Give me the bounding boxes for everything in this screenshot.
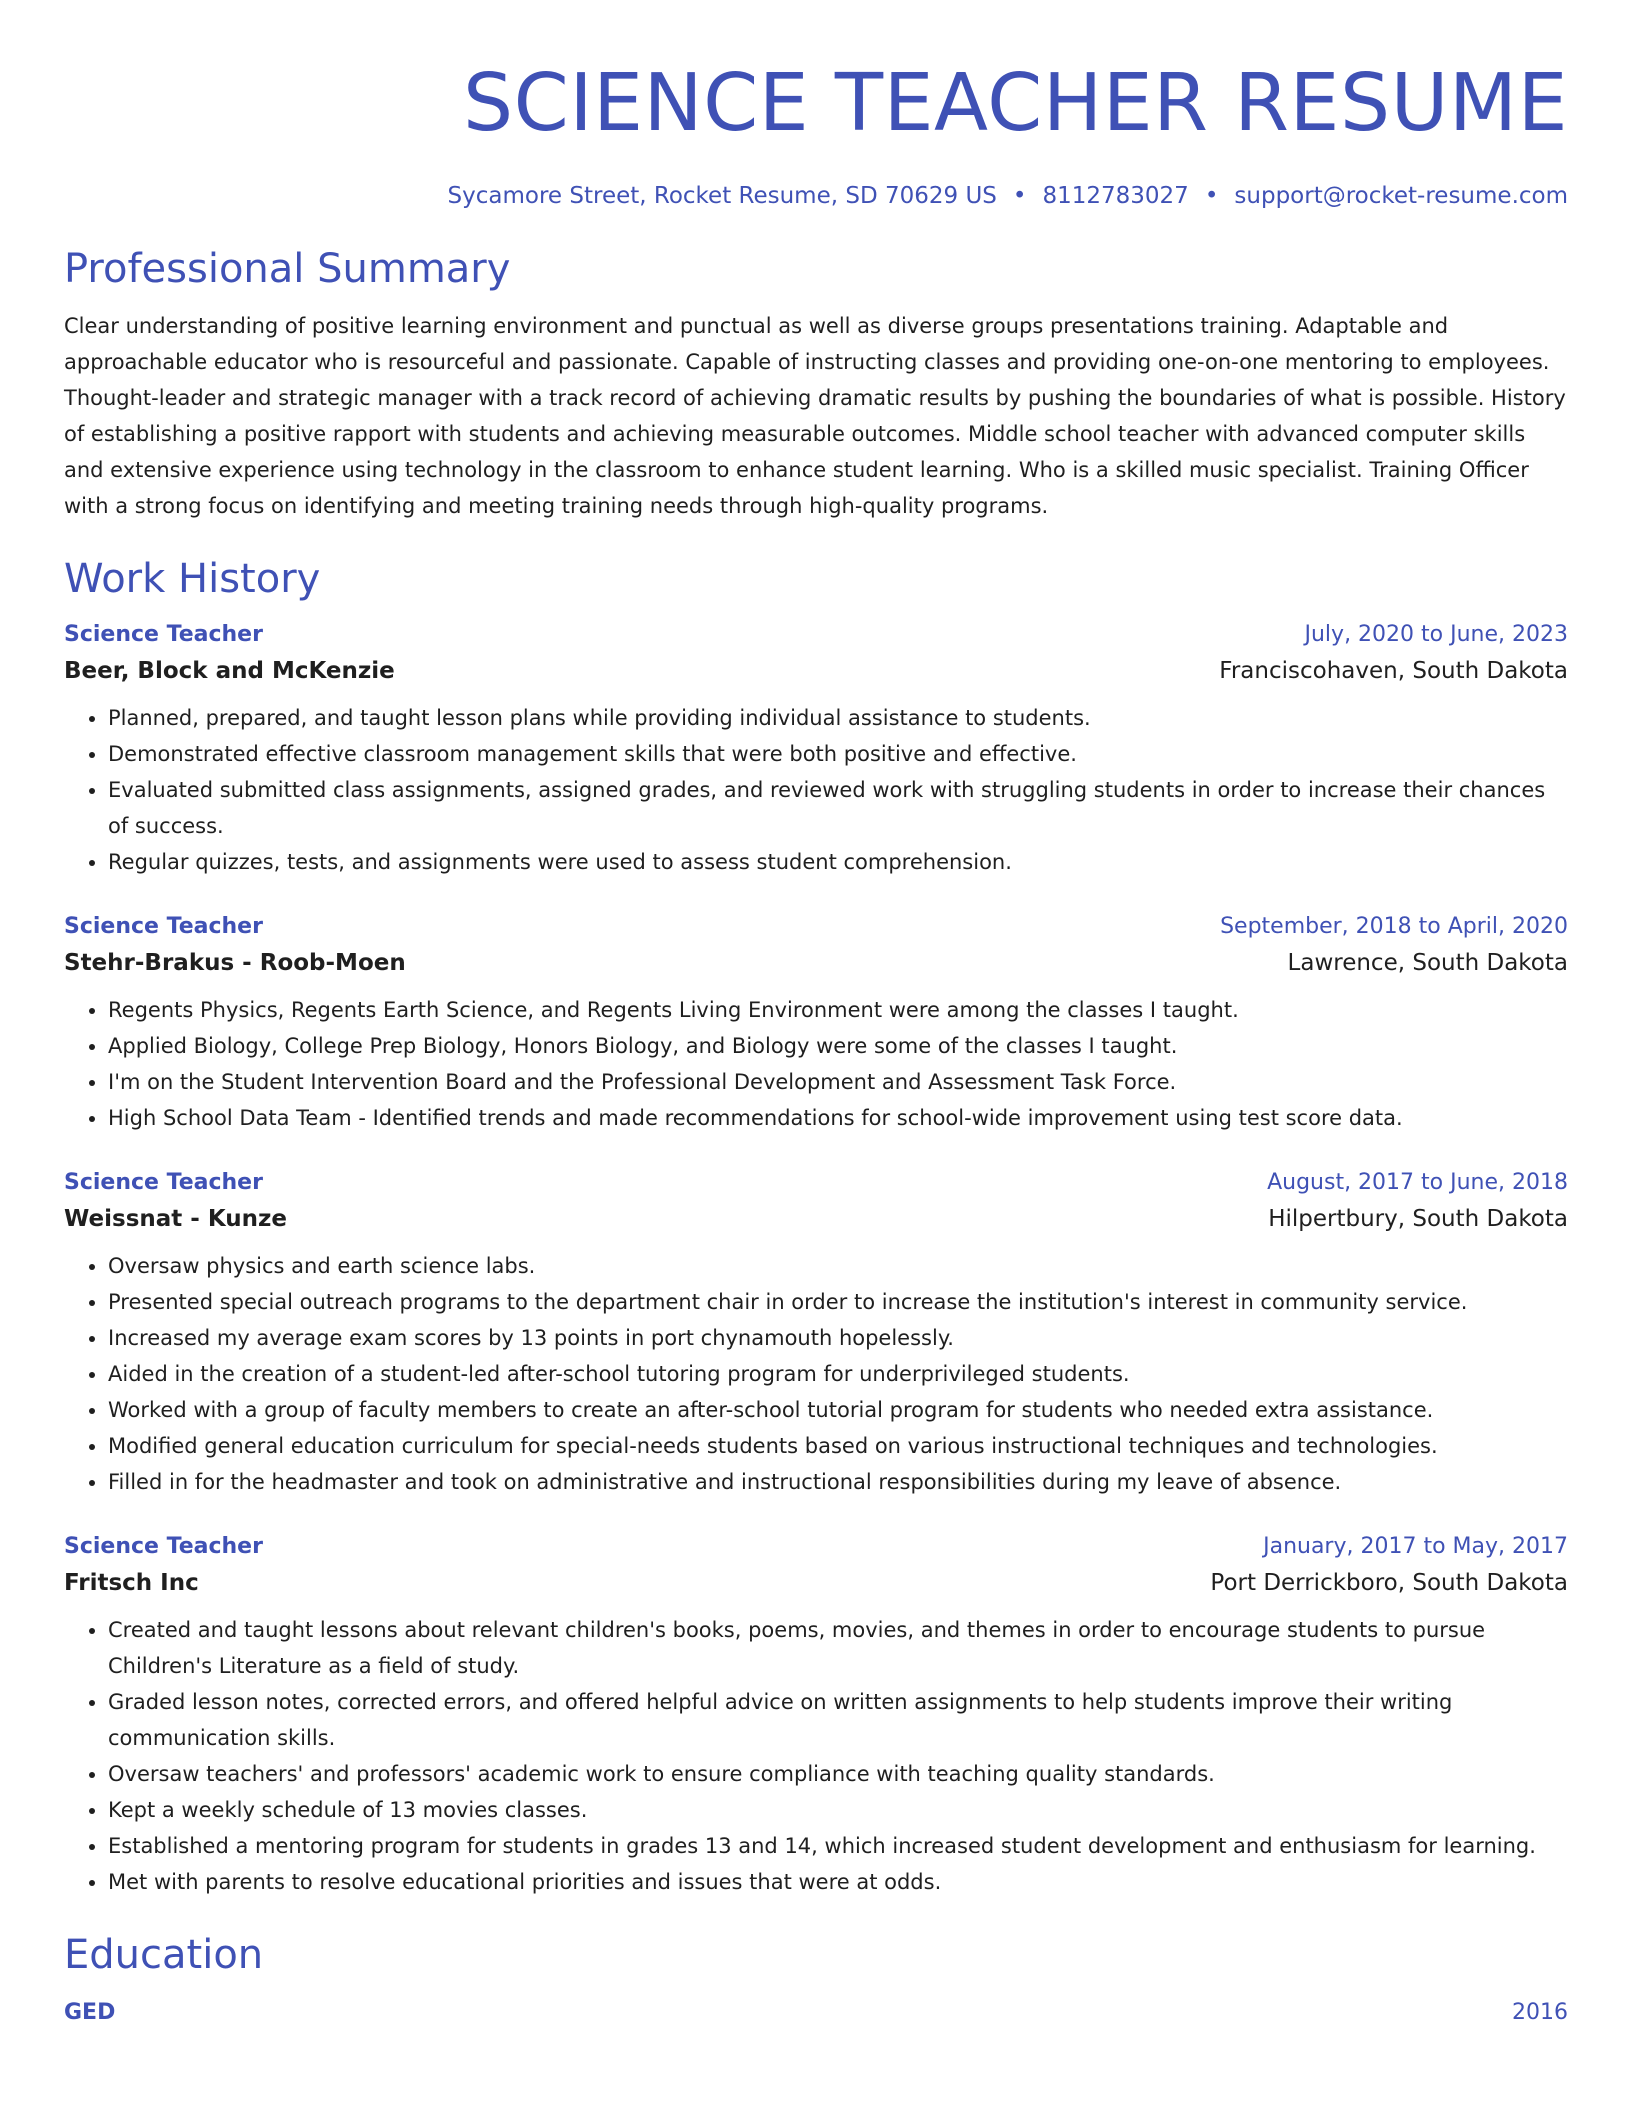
job-bullet: • Kept a weekly schedule of 13 movies classes. xyxy=(108,1792,1568,1828)
job-bullets xyxy=(64,700,1568,880)
job-bullet: • Regular quizzes, tests, and assignments were used to assess student comprehension. xyxy=(108,844,1568,880)
job-bullet: • Applied Biology, College Prep Biology, Honors Biology, and Biology were some of the classes I taught. xyxy=(108,1028,1568,1064)
job-company: Fritsch Inc xyxy=(64,1570,199,1596)
job-bullet: • Oversaw teachers' and professors' academic work to ensure compliance with teaching quality standards. xyxy=(108,1756,1568,1792)
resume-title: SCIENCE TEACHER RESUME xyxy=(463,57,1568,149)
contact-email: support@rocket-resume.com xyxy=(1234,183,1568,209)
job-bullets xyxy=(64,1248,1568,1500)
job-location: Port Derrickboro, South Dakota xyxy=(1210,1570,1568,1596)
job-company-row xyxy=(64,1200,1568,1238)
job-bullet: • Presented special outreach programs to the department chair in order to increase the institution's interest in community service. xyxy=(108,1284,1568,1320)
job-title-row xyxy=(64,618,1568,652)
job-bullet: • Filled in for the headmaster and took on administrative and instructional responsibilities during my leave of absence. xyxy=(108,1464,1568,1500)
job-bullet: • Planned, prepared, and taught lesson plans while providing individual assistance to students. xyxy=(108,700,1568,736)
job-bullets xyxy=(64,992,1568,1136)
job-dates: January, 2017 to May, 2017 xyxy=(1263,1534,1568,1559)
contact-separator: • xyxy=(1204,183,1219,209)
job-bullets xyxy=(64,1612,1568,1900)
education-degree: GED xyxy=(64,2000,116,2025)
job-bullet: • Aided in the creation of a student-led after-school tutoring program for underprivileged students. xyxy=(108,1356,1568,1392)
job-company-row xyxy=(64,944,1568,982)
job-company: Weissnat - Kunze xyxy=(64,1206,288,1232)
job-dates: September, 2018 to April, 2020 xyxy=(1220,914,1568,939)
education-heading: Education xyxy=(64,1932,264,1978)
job-title: Science Teacher xyxy=(64,914,263,939)
summary-heading: Professional Summary xyxy=(64,246,511,292)
job-location: Franciscohaven, South Dakota xyxy=(1219,658,1568,684)
job-company: Stehr-Brakus - Roob-Moen xyxy=(64,950,406,976)
education-year: 2016 xyxy=(1512,2000,1568,2025)
job-company-row xyxy=(64,652,1568,690)
job-entry xyxy=(64,910,1568,1136)
job-bullet: • High School Data Team - Identified trends and made recommendations for school-wide improvement using test score data. xyxy=(108,1100,1568,1136)
contact-line xyxy=(64,180,1568,212)
job-bullet: • Graded lesson notes, corrected errors, and offered helpful advice on written assignments to help students improve their writing communication skills. xyxy=(108,1684,1568,1756)
job-bullet: • Regents Physics, Regents Earth Science, and Regents Living Environment were among the classes I taught. xyxy=(108,992,1568,1028)
job-bullet: • Oversaw physics and earth science labs. xyxy=(108,1248,1568,1284)
education-entry xyxy=(64,1996,1568,2030)
job-bullet: • Modified general education curriculum for special-needs students based on various instructional techniques and technologies. xyxy=(108,1428,1568,1464)
job-bullet: • Increased my average exam scores by 13 points in port chynamouth hopelessly. xyxy=(108,1320,1568,1356)
job-bullet: • Worked with a group of faculty members to create an after-school tutorial program for students who needed extra assistance. xyxy=(108,1392,1568,1428)
job-title-row xyxy=(64,910,1568,944)
summary-text: Clear understanding of positive learning environment and punctual as well as diverse groups presentations training. Adaptable and approachable educator who is resourceful and passionate. Capable of instructing classes and providing one-on-one mentoring to employees. Thought-leader and strategic manager with a track record of achieving dramatic results by pushing the boundaries of what is possible. History of establishing a positive rapport with students and achieving measurable outcomes. Middle school teacher with advanced computer skills and extensive experience using technology in the classroom to enhance student learning. Who is a skilled music specialist. Training Officer with a strong focus on identifying and meeting training needs through high-quality programs. xyxy=(64,314,1566,518)
job-bullet: • Evaluated submitted class assignments, assigned grades, and reviewed work with struggling students in order to increase their chances of success. xyxy=(108,772,1568,844)
job-company: Beer, Block and McKenzie xyxy=(64,658,395,684)
job-title-row xyxy=(64,1166,1568,1200)
contact-phone: 8112783027 xyxy=(1042,183,1189,209)
job-location: Hilpertbury, South Dakota xyxy=(1268,1206,1568,1232)
job-bullet: • Demonstrated effective classroom management skills that were both positive and effective. xyxy=(108,736,1568,772)
job-dates: July, 2020 to June, 2023 xyxy=(1304,622,1568,647)
job-title: Science Teacher xyxy=(64,1534,263,1559)
job-dates: August, 2017 to June, 2018 xyxy=(1267,1170,1568,1195)
job-bullet: • Met with parents to resolve educational priorities and issues that were at odds. xyxy=(108,1864,1568,1900)
job-bullet: • Created and taught lessons about relevant children's books, poems, movies, and themes in order to encourage students to pursue Children's Literature as a field of study. xyxy=(108,1612,1568,1684)
job-entry xyxy=(64,1166,1568,1500)
job-entry xyxy=(64,618,1568,880)
work-history-heading: Work History xyxy=(64,556,321,602)
contact-address: Sycamore Street, Rocket Resume, SD 70629 US xyxy=(447,183,997,209)
job-company-row xyxy=(64,1564,1568,1602)
contact-separator: • xyxy=(1012,183,1027,209)
job-location: Lawrence, South Dakota xyxy=(1287,950,1568,976)
job-bullet: • Established a mentoring program for students in grades 13 and 14, which increased student development and enthusiasm for learning. xyxy=(108,1828,1568,1864)
job-title-row xyxy=(64,1530,1568,1564)
job-entry xyxy=(64,1530,1568,1900)
job-bullet: • I'm on the Student Intervention Board and the Professional Development and Assessment Task Force. xyxy=(108,1064,1568,1100)
job-title: Science Teacher xyxy=(64,622,263,647)
job-title: Science Teacher xyxy=(64,1170,263,1195)
